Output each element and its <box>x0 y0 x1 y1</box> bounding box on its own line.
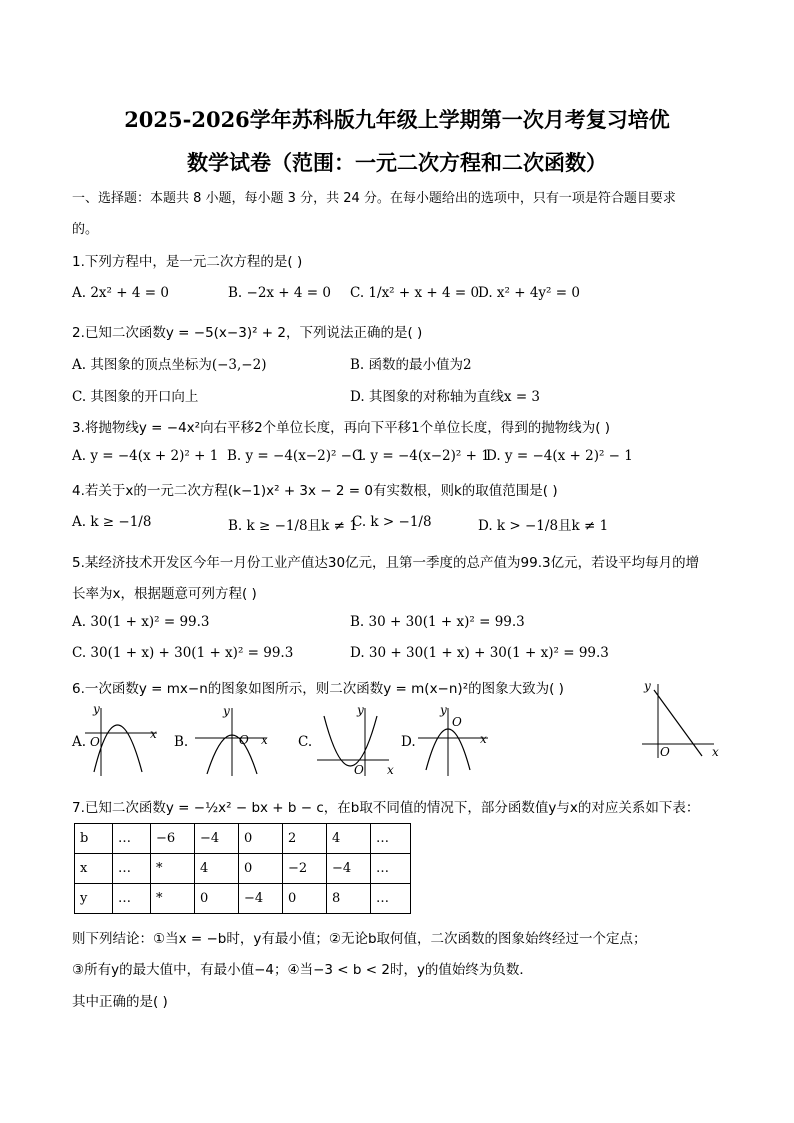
q2-option-c: C. 其图象的开口向上 <box>72 389 199 405</box>
q7-stem: 7.已知二次函数y = −½x² − bx + b − c，在b取不同值的情况下，部分函数值y与x的对应关系如下表： <box>72 800 700 816</box>
table-cell: −4 <box>327 854 371 884</box>
q1-option-d: D. x² + 4y² = 0 <box>478 285 580 301</box>
table-cell: 0 <box>239 854 283 884</box>
q6-option-b: B. <box>174 734 189 750</box>
table-cell: * <box>151 854 195 884</box>
table-cell: … <box>371 824 411 854</box>
section-instructions-line1: 一、选择题：本题共 8 小题，每小题 3 分，共 24 分。在每小题给出的选项中，只有一项是符合题目要求 <box>72 191 676 206</box>
origin-label: O <box>354 763 364 777</box>
table-cell: −6 <box>151 824 195 854</box>
q6-graph-b <box>195 700 275 780</box>
q6-graph-a <box>85 700 165 780</box>
q2-option-b: B. 函数的最小值为2 <box>350 357 472 373</box>
q7-ask: 其中正确的是( ) <box>72 994 168 1010</box>
q5-option-d: D. 30 + 30(1 + x) + 30(1 + x)² = 99.3 <box>350 645 609 661</box>
y-label: y <box>644 679 651 693</box>
origin-label: O <box>90 735 100 749</box>
q4-option-d: D. k > −1/8且k ≠ 1 <box>478 518 609 534</box>
q5-option-c: C. 30(1 + x) + 30(1 + x)² = 99.3 <box>72 645 294 661</box>
q4-option-a: A. k ≥ −1/8 <box>72 514 152 530</box>
table-cell: … <box>371 854 411 884</box>
q5-stem-line2: 长率为x，根据题意可列方程( ) <box>72 586 257 602</box>
table-cell: … <box>371 884 411 914</box>
q3-option-a: A. y = −4(x + 2)² + 1 <box>72 448 219 464</box>
x-label: x <box>712 745 719 759</box>
table-cell: x <box>75 854 113 884</box>
table-cell: 0 <box>239 824 283 854</box>
q1-option-a: A. 2x² + 4 = 0 <box>72 285 169 301</box>
table-cell: b <box>75 824 113 854</box>
q7-conclusions-line1: 则下列结论：①当x = −b时，y有最小值；②无论b取何值，二次函数的图象始终经过一个定点； <box>72 931 647 947</box>
x-label: x <box>387 763 394 777</box>
table-row <box>75 884 411 914</box>
q6-option-a: A. <box>72 734 87 750</box>
origin-label: O <box>239 733 249 747</box>
parabola-curve <box>324 716 377 766</box>
exam-title-line1: 2025-2026学年苏科版九年级上学期第一次月考复习培优 <box>124 107 670 132</box>
table-cell: 0 <box>195 884 239 914</box>
exam-title-line2: 数学试卷（范围：一元二次方程和二次函数） <box>187 150 607 175</box>
q6-graph-d <box>418 700 498 780</box>
q1-stem: 1.下列方程中，是一元二次方程的是( ) <box>72 254 303 270</box>
q6-graph-c <box>315 700 397 780</box>
q2-option-a: A. 其图象的顶点坐标为(−3,−2) <box>72 357 267 373</box>
q5-option-b: B. 30 + 30(1 + x)² = 99.3 <box>350 614 525 630</box>
q5-stem-line1: 5.某经济技术开发区今年一月份工业产值达30亿元，且第一季度的总产值为99.3亿元，若设平均每月的增 <box>72 555 700 571</box>
q1-option-c: C. 1/x² + x + 4 = 0 <box>350 285 480 301</box>
origin-label: O <box>660 745 670 759</box>
table-cell: −4 <box>239 884 283 914</box>
q2-option-d: D. 其图象的对称轴为直线x = 3 <box>350 389 541 405</box>
section-instructions-line2: 的。 <box>72 222 99 237</box>
table-cell: 4 <box>327 824 371 854</box>
q3-option-d: D. y = −4(x + 2)² − 1 <box>486 448 633 464</box>
x-label: x <box>261 733 268 747</box>
origin-label: O <box>452 715 462 729</box>
x-label: x <box>150 727 157 741</box>
table-cell: 8 <box>327 884 371 914</box>
table-cell: 0 <box>283 884 327 914</box>
y-label: y <box>440 703 447 717</box>
table-cell: 4 <box>195 854 239 884</box>
q3-stem: 3.将抛物线y = −4x²向右平移2个单位长度，再向下平移1个单位长度，得到的抛物线为( ) <box>72 420 611 436</box>
table-cell: … <box>113 854 151 884</box>
q7-conclusions-line2: ③所有y的最大值中，有最小值−4；④当−3 < b < 2时，y的值始终为负数． <box>72 962 533 978</box>
q1-option-b: B. −2x + 4 = 0 <box>228 285 331 301</box>
q6-option-c: C. <box>298 734 313 750</box>
q4-option-b: B. k ≥ −1/8且k ≠ 1 <box>228 518 358 534</box>
q3-option-b: B. y = −4(x−2)² − 1 <box>227 448 365 464</box>
y-label: y <box>93 702 100 716</box>
table-cell: * <box>151 884 195 914</box>
q6-stem: 6.一次函数y = mx−n的图象如图所示，则二次函数y = m(x−n)²的图象大致为( ) <box>72 681 564 697</box>
table-cell: y <box>75 884 113 914</box>
table-cell: −4 <box>195 824 239 854</box>
q5-option-a: A. 30(1 + x)² = 99.3 <box>72 614 210 630</box>
q7-value-table <box>74 823 411 914</box>
q4-stem: 4.若关于x的一元二次方程(k−1)x² + 3x − 2 = 0有实数根，则k的取值范围是( ) <box>72 483 558 499</box>
table-row <box>75 824 411 854</box>
q3-option-c: C. y = −4(x−2)² + 1 <box>352 448 490 464</box>
q4-option-c: C. k > −1/8 <box>352 514 432 530</box>
table-row <box>75 854 411 884</box>
y-label: y <box>223 704 230 718</box>
x-label: x <box>480 732 487 746</box>
q2-stem: 2.已知二次函数y = −5(x−3)² + 2，下列说法正确的是( ) <box>72 325 423 341</box>
table-cell: … <box>113 824 151 854</box>
table-cell: −2 <box>283 854 327 884</box>
q6-linear-function-graph <box>640 676 730 760</box>
q6-option-d: D. <box>401 734 416 750</box>
table-cell: … <box>113 884 151 914</box>
y-label: y <box>357 703 364 717</box>
table-cell: 2 <box>283 824 327 854</box>
